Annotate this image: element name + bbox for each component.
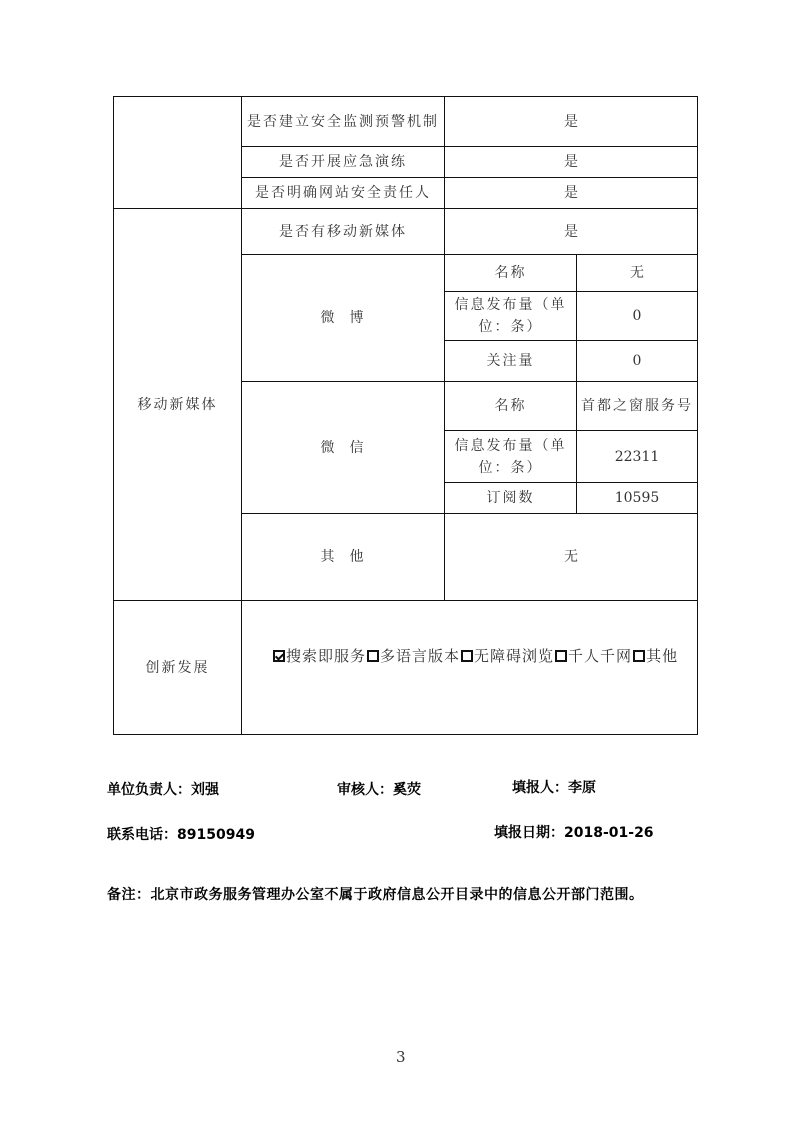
option-label: 搜索即服务 [286,647,367,665]
wechat-posts-label: 信息发布量（单位：条） [445,431,577,483]
wechat-subscribers-value: 10595 [577,483,698,514]
has-mobile-label: 是否有移动新媒体 [242,209,445,255]
weibo-name-value: 无 [577,255,698,292]
checkbox-search-service[interactable] [273,650,285,662]
table-row [114,601,698,735]
page-number: 3 [396,1048,406,1066]
has-mobile-value: 是 [445,209,698,255]
wechat-name-label: 名称 [445,382,577,431]
row-label: 是否建立安全监测预警机制 [242,97,445,147]
row-value: 是 [445,147,698,178]
remark-note: 备注：北京市政务服务管理办公室不属于政府信息公开目录中的信息公开部门范围。 [107,887,644,903]
option-label: 千人千网 [568,647,633,665]
wechat-name-value: 首都之窗服务号 [577,382,698,431]
wechat-subscribers-label: 订阅数 [445,483,577,514]
website-report-table [113,96,698,735]
option-label: 多语言版本 [380,647,461,665]
option-label: 其他 [646,647,679,665]
unit-head: 单位负责人：刘强 [107,782,219,798]
row-value: 是 [445,178,698,209]
checkbox-multilingual[interactable] [367,650,379,662]
checkbox-personalized[interactable] [555,650,567,662]
filler: 填报人：李原 [512,780,596,796]
fill-date: 填报日期：2018-01-26 [494,825,654,841]
reviewer: 审核人：奚荧 [337,782,421,798]
wechat-posts-value: 22311 [577,431,698,483]
weibo-posts-value: 0 [577,292,698,341]
wechat-label: 微 信 [242,382,445,514]
other-media-value: 无 [445,514,698,601]
weibo-name-label: 名称 [445,255,577,292]
weibo-followers-label: 关注量 [445,341,577,382]
row-label: 是否开展应急演练 [242,147,445,178]
other-media-label: 其 他 [242,514,445,601]
weibo-followers-value: 0 [577,341,698,382]
weibo-label: 微 博 [242,255,445,382]
row-value: 是 [445,97,698,147]
mobile-media-section-label: 移动新媒体 [114,209,242,601]
innovation-section-label: 创新发展 [114,601,242,735]
option-label: 无障碍浏览 [474,647,555,665]
checkbox-other[interactable] [633,650,645,662]
table-row [114,97,698,147]
innovation-options [242,601,698,735]
contact-phone: 联系电话：89150949 [107,827,255,843]
innovation-checkbox-line [272,647,678,665]
weibo-posts-label: 信息发布量（单位：条） [445,292,577,341]
row-label: 是否明确网站安全责任人 [242,178,445,209]
checkbox-accessibility[interactable] [461,650,473,662]
security-section-cell [114,97,242,209]
table-row [114,209,698,255]
